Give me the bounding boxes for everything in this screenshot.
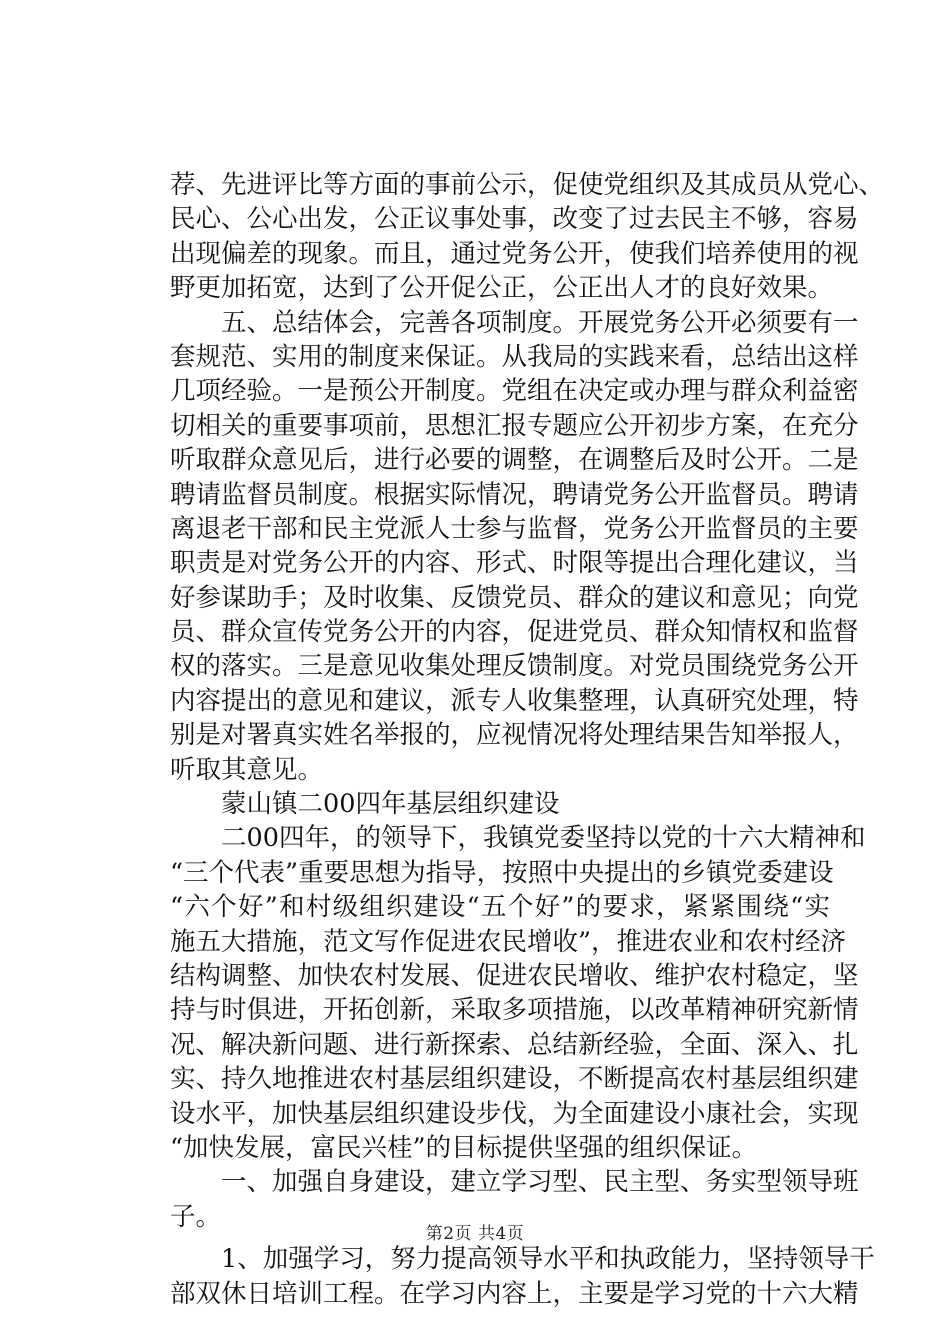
text-line: 部双休日培训工程。在学习内容上，主要是学习党的十六大精 (170, 1278, 859, 1309)
text-line: 结构调整、加快农村发展、促进农民增收、维护农村稳定，坚 (170, 960, 859, 991)
text-line: “三个代表”重要思想为指导，按照中央提出的乡镇党委建设 (170, 857, 834, 888)
text-line: 离退老干部和民主党派人士参与监督，党务公开监督员的主要 (170, 513, 859, 544)
text-line: 职责是对党务公开的内容、形式、时限等提出合理化建议，当 (170, 548, 859, 579)
text-line: 实、持久地推进农村基层组织建设，不断提高农村基层组织建 (170, 1064, 859, 1095)
text-line: 套规范、实用的制度来保证。从我局的实践来看，总结出这样 (170, 341, 859, 372)
page-number-footer: 第2页 共4页 (425, 1224, 525, 1244)
text-line: 民心、公心出发，公正议事处事，改变了过去民主不够，容易 (170, 204, 859, 235)
text-line: 况、解决新问题、进行新探索、总结新经验，全面、深入、扎 (170, 1029, 859, 1060)
text-line: 1、加强学习，努力提高领导水平和执政能力，坚持领导干 (170, 1244, 875, 1275)
text-line: 子。 (170, 1201, 222, 1232)
document-body (170, 168, 885, 1311)
text-line: 听取其意见。 (170, 754, 324, 785)
text-line: 几项经验。一是预公开制度。党组在决定或办理与群众利益密 (170, 376, 859, 407)
text-line: 切相关的重要事项前，思想汇报专题应公开初步方案，在充分 (170, 410, 859, 441)
text-line: 一、加强自身建设，建立学习型、民主型、务实型领导班 (170, 1167, 859, 1198)
text-line: 施五大措施，范文写作促进农民增收”，推进农业和农村经济 (170, 926, 847, 957)
text-line: 二00四年，的领导下，我镇党委坚持以党的十六大精神和 (170, 823, 866, 854)
text-line: 五、总结体会，完善各项制度。开展党务公开必须要有一 (170, 307, 859, 338)
text-line: 别是对署真实姓名举报的，应视情况将处理结果告知举报人， (170, 720, 859, 751)
text-line: 设水平，加快基层组织建设步伐，为全面建设小康社会，实现 (170, 1098, 859, 1129)
section-heading: 蒙山镇二00四年基层组织建设 (170, 789, 560, 820)
text-line: 听取群众意见后，进行必要的调整，在调整后及时公开。二是 (170, 445, 859, 476)
text-line: “六个好”和村级组织建设“五个好”的要求，紧紧围绕“实 (170, 892, 830, 923)
text-line: 好参谋助手；及时收集、反馈党员、群众的建议和意见；向党 (170, 582, 859, 613)
text-line: 员、群众宣传党务公开的内容，促进党员、群众知情权和监督 (170, 617, 859, 648)
text-line: 内容提出的意见和建议，派专人收集整理，认真研究处理，特 (170, 685, 859, 716)
text-line: 荐、先进评比等方面的事前公示，促使党组织及其成员从党心、 (170, 170, 885, 200)
text-line: 持与时俱进，开拓创新，采取多项措施，以改革精神研究新情 (170, 995, 859, 1026)
text-line: 野更加拓宽，达到了公开促公正，公正出人才的良好效果。 (170, 273, 834, 304)
text-line: “加快发展，富民兴桂”的目标提供坚强的组织保证。 (170, 1132, 758, 1163)
text-line: 聘请监督员制度。根据实际情况，聘请党务公开监督员。聘请 (170, 479, 859, 510)
text-line: 权的落实。三是意见收集处理反馈制度。对党员围绕党务公开 (170, 651, 859, 682)
text-line: 出现偏差的现象。而且，通过党务公开，使我们培养使用的视 (170, 238, 859, 269)
